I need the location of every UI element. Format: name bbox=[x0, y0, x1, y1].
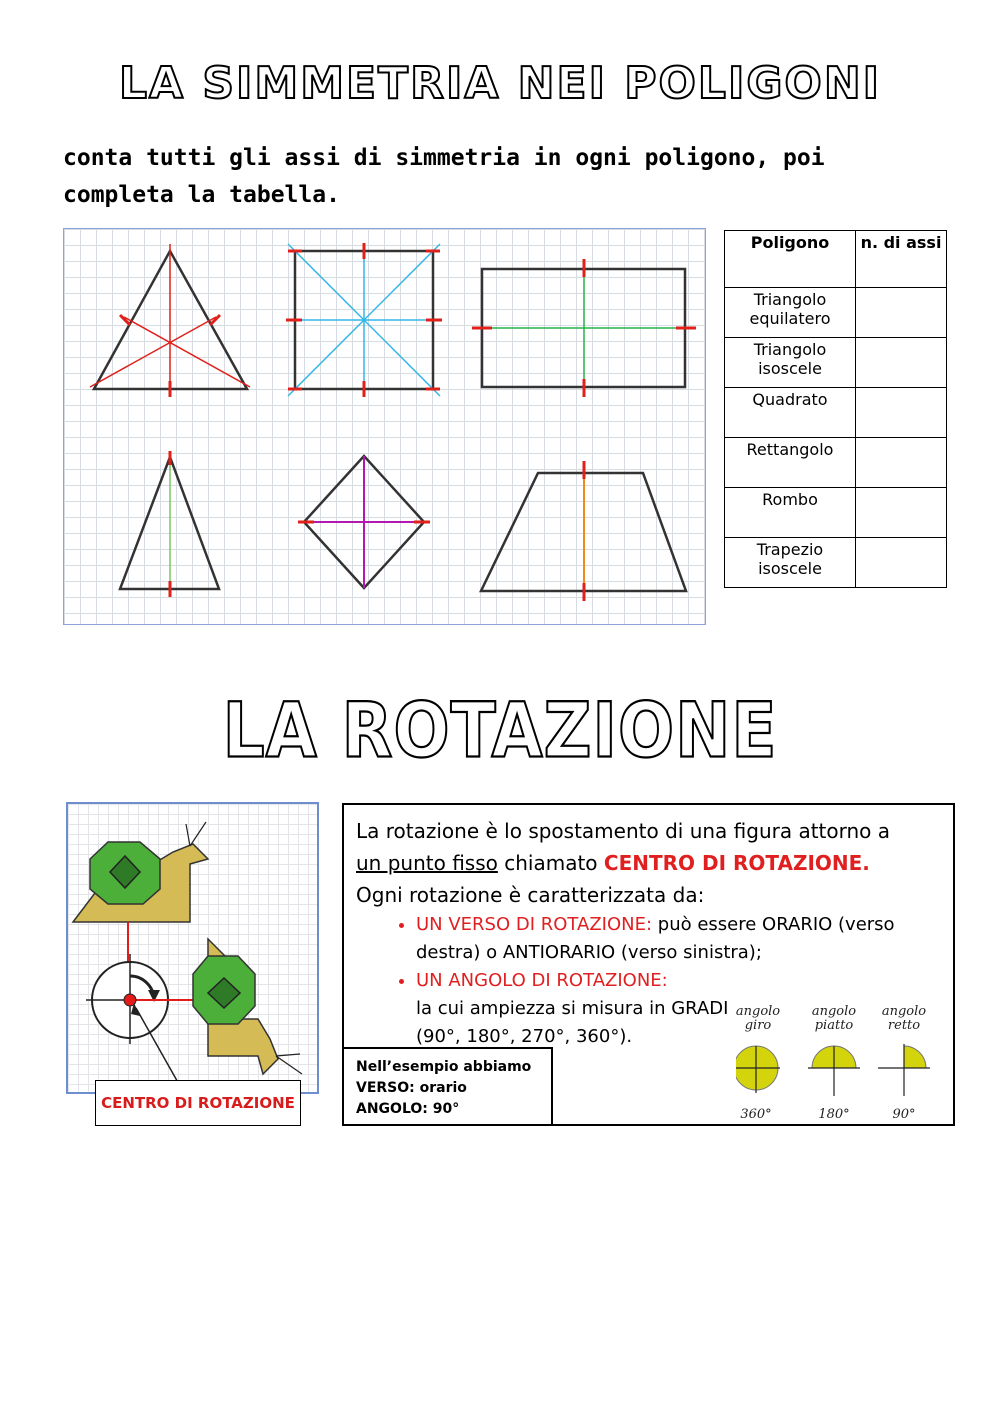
angle-retto-degrees: 90° bbox=[892, 1107, 916, 1122]
row-label: Triangolo equilatero bbox=[725, 288, 856, 338]
angle-piatto-degrees: 180° bbox=[818, 1107, 850, 1122]
polygons-diagram bbox=[63, 228, 706, 625]
table-header-row bbox=[725, 231, 947, 288]
row-label: Trapezio isoscele bbox=[725, 538, 856, 588]
direction-text: può essere ORARIO (verso destra) o ANTIORARIO (verso sinistra); bbox=[416, 914, 895, 963]
isosceles-triangle bbox=[120, 451, 219, 597]
row-label: Quadrato bbox=[725, 388, 856, 438]
row-label: Rettangolo bbox=[725, 438, 856, 488]
intro-line-2 bbox=[356, 847, 946, 879]
angle-piatto-figure bbox=[808, 1046, 860, 1096]
called-text: chiamato bbox=[497, 851, 604, 875]
axes-count-cell[interactable] bbox=[856, 338, 947, 388]
snail-svg bbox=[68, 804, 321, 1096]
table-row bbox=[725, 388, 947, 438]
table-row bbox=[725, 288, 947, 338]
row-label: Rombo bbox=[725, 488, 856, 538]
angle-retto-figure bbox=[878, 1044, 930, 1096]
snail-rotation-diagram bbox=[66, 802, 319, 1094]
angle-text: la cui ampiezza si misura in GRADI (90°, 180°, 270°, 360°). bbox=[416, 998, 729, 1047]
polygons-svg bbox=[64, 229, 707, 626]
header-polygon: Poligono bbox=[725, 231, 856, 288]
axes-count-cell[interactable] bbox=[856, 538, 947, 588]
intro-line-3: Ogni rotazione è caratterizzata da: bbox=[356, 883, 705, 907]
list-item bbox=[416, 911, 946, 967]
axes-count-cell[interactable] bbox=[856, 288, 947, 338]
angle-giro-label-2: giro bbox=[744, 1018, 772, 1033]
center-of-rotation-label: CENTRO DI ROTAZIONE bbox=[95, 1080, 301, 1126]
example-line-3: ANGOLO: 90° bbox=[356, 1101, 460, 1117]
axes-count-cell[interactable] bbox=[856, 438, 947, 488]
axes-table bbox=[724, 230, 947, 588]
rhombus bbox=[298, 456, 430, 588]
axes-count-cell[interactable] bbox=[856, 488, 947, 538]
snail-original bbox=[73, 822, 208, 964]
rotation-indicator bbox=[86, 954, 208, 1086]
table-row bbox=[725, 338, 947, 388]
example-box bbox=[344, 1047, 553, 1126]
angle-giro-figure bbox=[736, 1046, 780, 1093]
equilateral-triangle bbox=[90, 244, 250, 397]
table-row bbox=[725, 438, 947, 488]
intro-line-1: La rotazione è lo spostamento di una figura attorno a bbox=[356, 819, 891, 843]
rotation-explanation-box bbox=[342, 803, 955, 1126]
rotation-title: LA ROTAZIONE bbox=[222, 686, 778, 775]
angle-giro-label-1: angolo bbox=[736, 1004, 781, 1019]
angles-illustration bbox=[736, 1001, 954, 1129]
instruction-text: conta tutti gli assi di simmetria in ogni poligono, poi completa la tabella. bbox=[63, 145, 825, 208]
direction-term: UN VERSO DI ROTAZIONE: bbox=[416, 914, 653, 935]
angle-piatto-label-2: piatto bbox=[814, 1018, 854, 1033]
fixed-point-text: un punto fisso bbox=[356, 851, 498, 875]
angle-retto-label-2: retto bbox=[887, 1018, 921, 1033]
angle-retto-label-1: angolo bbox=[881, 1004, 927, 1019]
center-term: CENTRO DI ROTAZIONE. bbox=[603, 851, 870, 875]
example-line-2: VERSO: orario bbox=[356, 1080, 467, 1096]
snail-rotated bbox=[193, 939, 302, 1074]
symmetry-title: LA SIMMETRIA NEI POLIGONI bbox=[118, 58, 882, 109]
angle-piatto-label-1: angolo bbox=[811, 1004, 857, 1019]
example-line-1: Nell’esempio abbiamo bbox=[356, 1059, 532, 1075]
header-axes-count: n. di assi bbox=[856, 231, 947, 288]
angle-giro-degrees: 360° bbox=[740, 1107, 772, 1122]
table-row bbox=[725, 538, 947, 588]
rectangle bbox=[472, 259, 696, 397]
table-row bbox=[725, 488, 947, 538]
axes-count-cell[interactable] bbox=[856, 388, 947, 438]
isosceles-trapezoid bbox=[481, 461, 686, 601]
row-label: Triangolo isoscele bbox=[725, 338, 856, 388]
square bbox=[286, 243, 442, 397]
angle-term: UN ANGOLO DI ROTAZIONE: bbox=[416, 970, 668, 991]
